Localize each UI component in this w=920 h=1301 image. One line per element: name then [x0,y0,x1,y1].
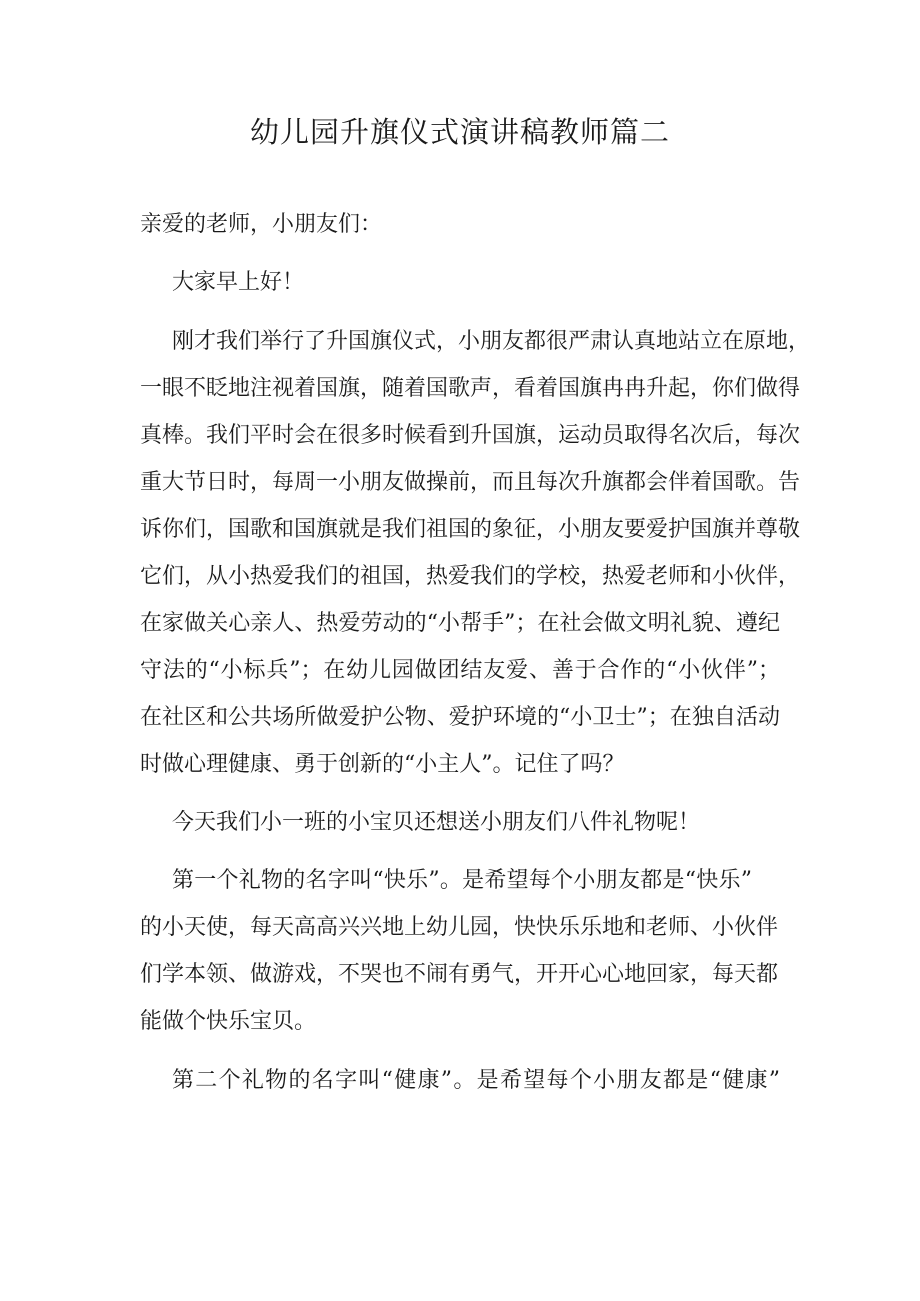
paragraph-line: 诉你们，国歌和国旗就是我们祖国的象征，小朋友要爱护国旗并尊敬 [140,517,801,542]
greeting-line: 大家早上好！ [172,270,305,295]
paragraph-line: 它们，从小热爱我们的祖国，热爱我们的学校，热爱老师和小伙伴， [140,564,801,589]
paragraph-line: 刚才我们举行了升国旗仪式，小朋友都很严肃认真地站立在原地， [172,329,811,354]
paragraph-line: 的小天使，每天高高兴兴地上幼儿园，快快乐乐地和老师、小伙伴 [140,915,779,940]
paragraph-line: 时做心理健康、勇于创新的“小主人”。记住了吗？ [140,752,625,777]
paragraph-line: 今天我们小一班的小宝贝还想送小朋友们八件礼物呢！ [172,810,701,835]
paragraph-line: 第二个礼物的名字叫“健康”。是希望每个小朋友都是“健康” [172,1068,780,1093]
paragraph-line: 能做个快乐宝贝。 [140,1009,317,1034]
paragraph-line: 一眼不眨地注视着国旗，随着国歌声，看着国旗冉冉升起，你们做得 [140,376,801,401]
document-title: 幼儿园升旗仪式演讲稿教师篇二 [249,115,670,149]
paragraph-line: 在社区和公共场所做爱护公物、爱护环境的“小卫士”；在独自活动 [140,705,780,730]
paragraph-line: 重大节日时，每周一小朋友做操前，而且每次升旗都会伴着国歌。告 [140,470,801,495]
paragraph-line: 守法的“小标兵”；在幼儿园做团结友爱、善于合作的“小伙伴”； [140,658,780,683]
paragraph-line: 们学本领、做游戏，不哭也不闹有勇气，开开心心地回家，每天都 [140,962,779,987]
salutation-line: 亲爱的老师，小朋友们： [140,212,383,237]
paragraph-line: 第一个礼物的名字叫“快乐”。是希望每个小朋友都是“快乐” [172,868,752,893]
paragraph-line: 真棒。我们平时会在很多时候看到升国旗，运动员取得名次后，每次 [140,423,801,448]
paragraph-line: 在家做关心亲人、热爱劳动的“小帮手”；在社会做文明礼貌、遵纪 [140,611,780,636]
